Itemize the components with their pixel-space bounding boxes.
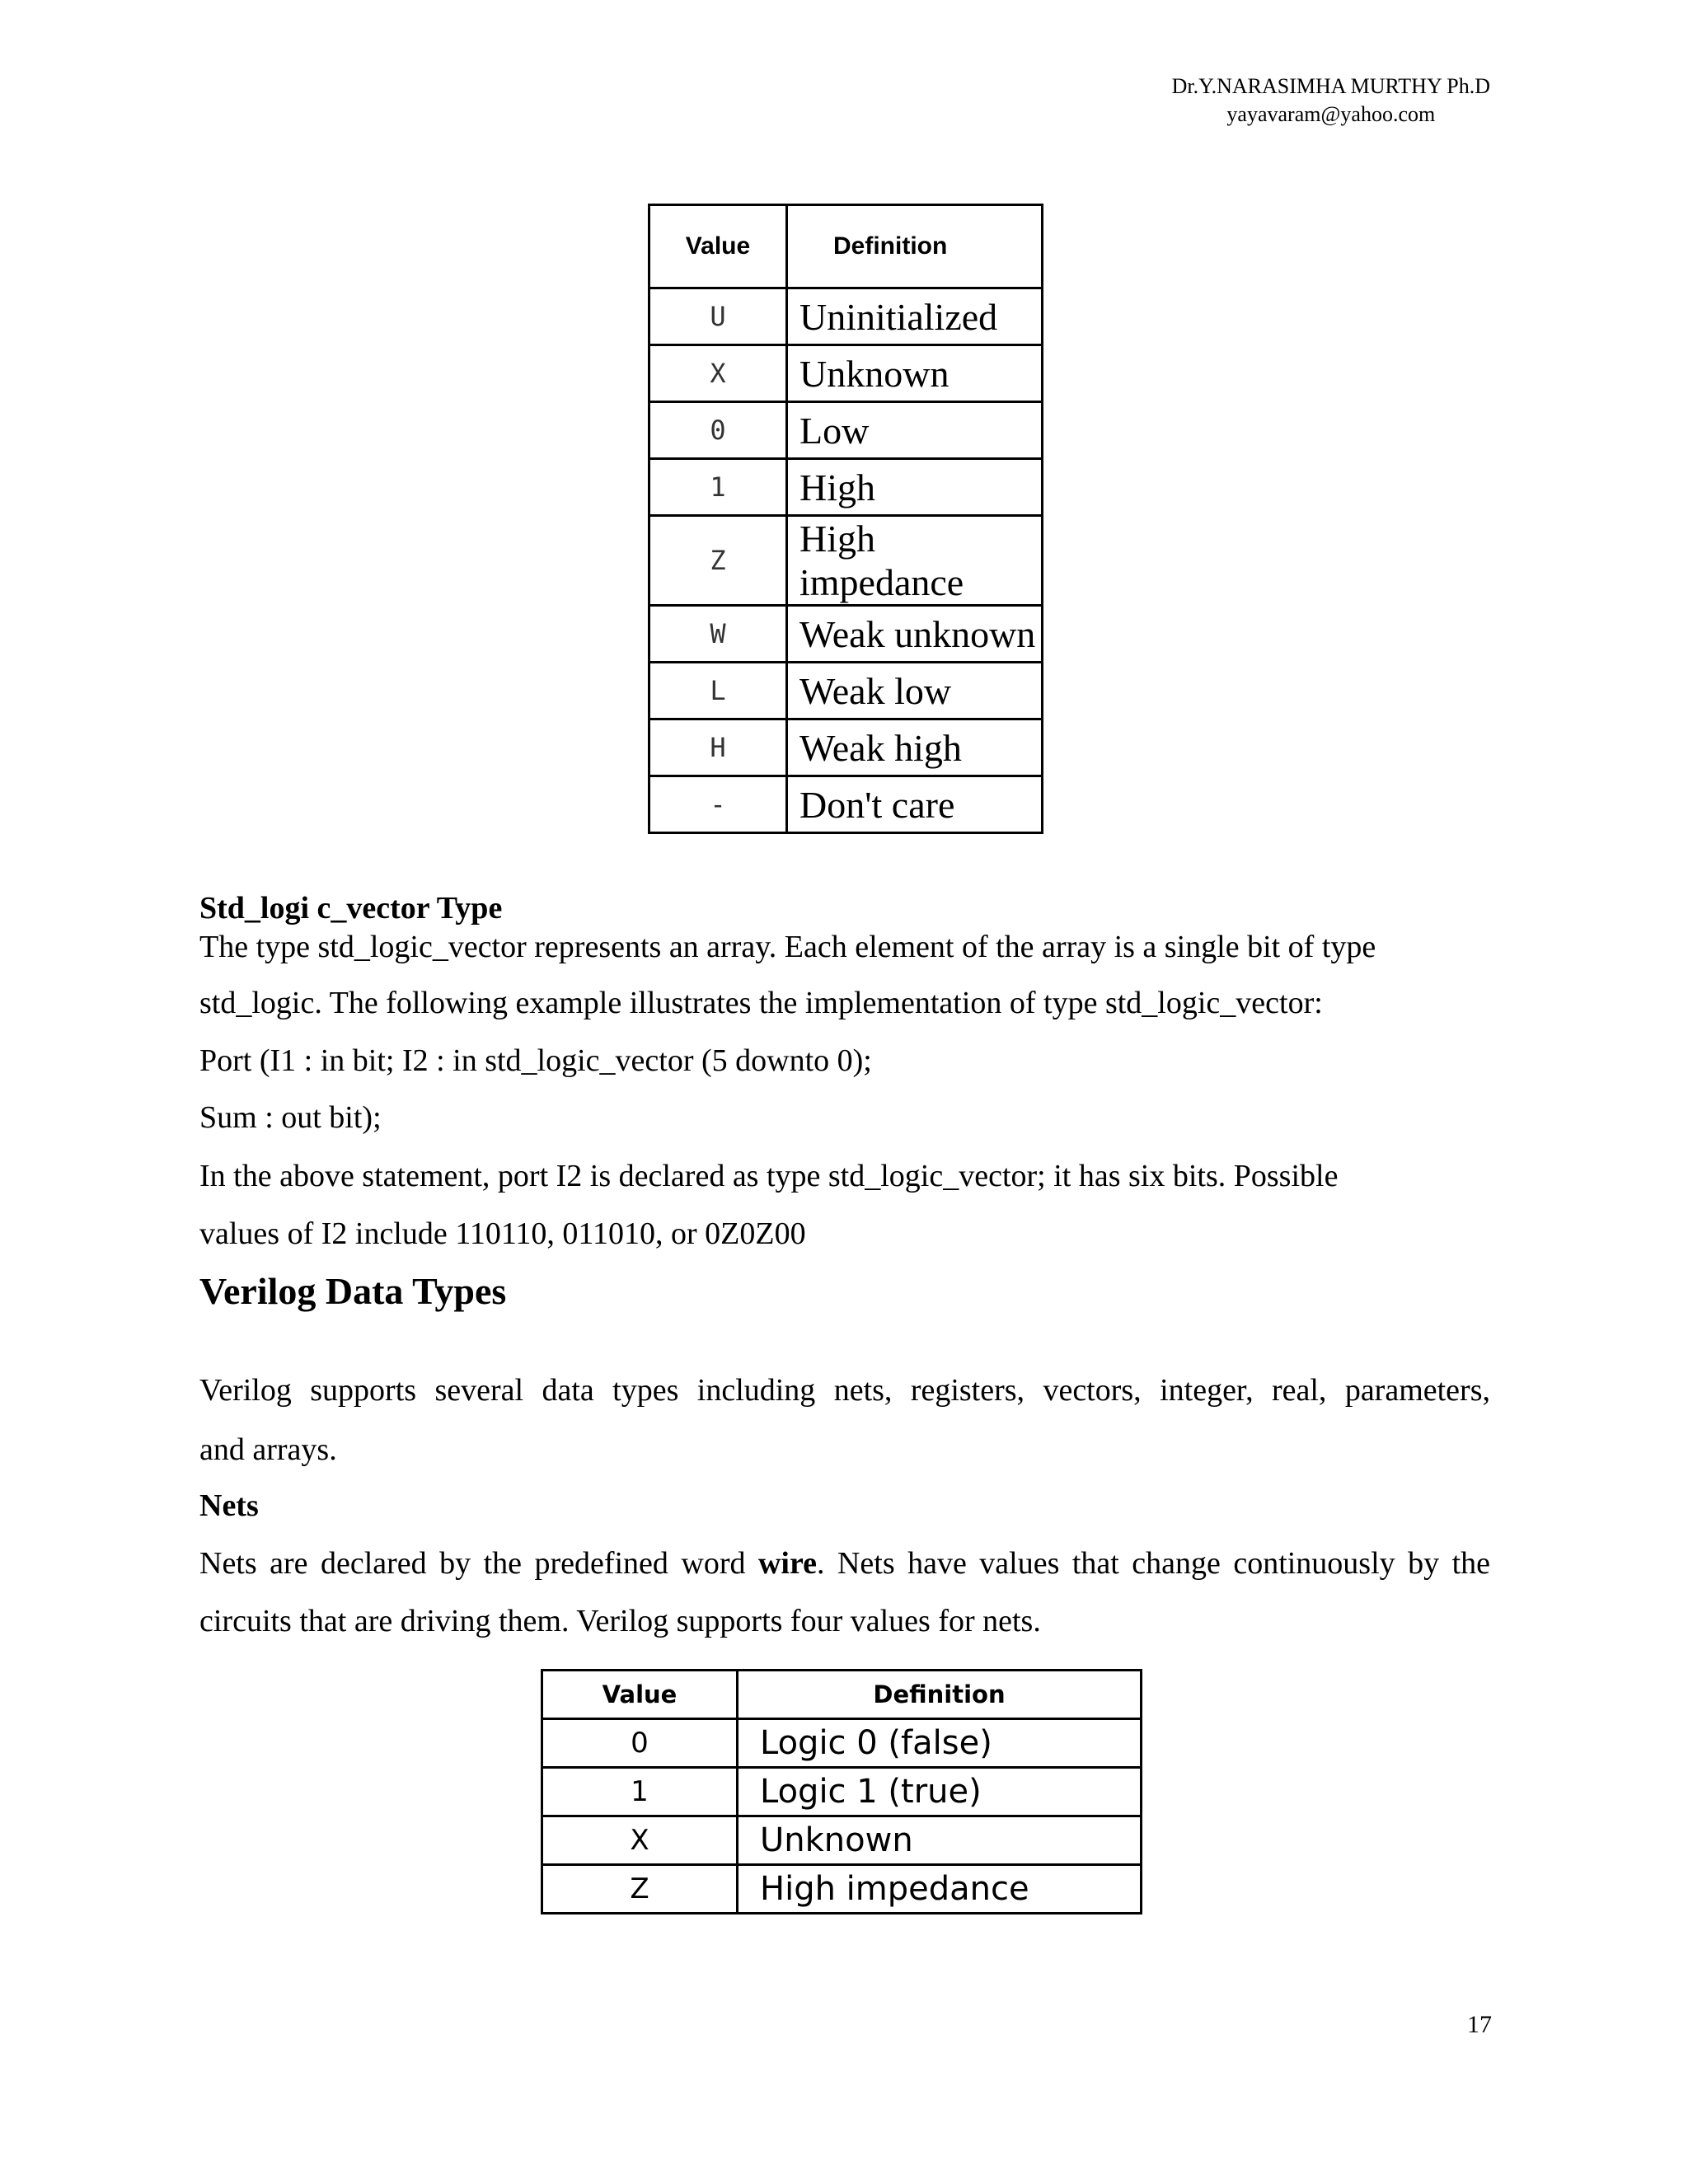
definition-cell: High impedance <box>787 516 1043 606</box>
definition-cell: Unknown <box>787 345 1043 402</box>
definition-cell: Uninitialized <box>787 288 1043 345</box>
paragraph-line: The type std_logic_vector represents an array. Each element of the array is a single bit of type <box>199 930 1376 964</box>
paragraph-line <box>199 1545 1490 1582</box>
value-cell: 1 <box>649 459 787 516</box>
definition-cell: Logic 0 (false) <box>738 1719 1142 1768</box>
table-row <box>542 1719 1142 1768</box>
table-header-row <box>542 1671 1142 1719</box>
section-heading-std-logic-vector: Std_logi c_vector Type <box>199 891 503 926</box>
value-cell: X <box>649 345 787 402</box>
definition-cell: Logic 1 (true) <box>738 1768 1142 1816</box>
value-cell: Z <box>542 1865 738 1914</box>
table-row <box>649 663 1043 719</box>
table-row <box>542 1768 1142 1816</box>
definition-cell: Don't care <box>787 776 1043 833</box>
section-heading-verilog-data-types: Verilog Data Types <box>199 1270 507 1312</box>
paragraph-line: circuits that are driving them. Verilog supports four values for nets. <box>199 1604 1041 1638</box>
value-cell: H <box>649 719 787 776</box>
paragraph-line: std_logic. The following example illustrates the implementation of type std_logic_vector: <box>199 986 1323 1020</box>
table-row <box>649 402 1043 459</box>
value-cell: 0 <box>542 1719 738 1768</box>
paragraph-line: values of I2 include 110110, 011010, or 0Z0Z00 <box>199 1216 806 1251</box>
table-row <box>542 1865 1142 1914</box>
definition-cell: Weak high <box>787 719 1043 776</box>
page-header <box>1172 73 1490 129</box>
author-email: yayavaram@yahoo.com <box>1226 102 1436 126</box>
definition-cell: High <box>787 459 1043 516</box>
value-cell: L <box>649 663 787 719</box>
definition-cell: Weak low <box>787 663 1043 719</box>
column-header-value: Value <box>542 1671 738 1719</box>
page-number: 17 <box>1467 2011 1492 2038</box>
table-row <box>649 459 1043 516</box>
definition-cell: Weak unknown <box>787 606 1043 663</box>
table-row <box>649 606 1043 663</box>
value-cell: W <box>649 606 787 663</box>
paragraph-line: In the above statement, port I2 is declared as type std_logic_vector; it has six bits. Possible <box>199 1159 1339 1193</box>
definition-cell: Unknown <box>738 1816 1142 1865</box>
table-row <box>649 719 1043 776</box>
subheading-nets: Nets <box>199 1488 259 1523</box>
table-row <box>542 1816 1142 1865</box>
value-cell: 1 <box>542 1768 738 1816</box>
paragraph-line: and arrays. <box>199 1432 337 1467</box>
code-line: Port (I1 : in bit; I2 : in std_logic_vector (5 downto 0); <box>199 1043 872 1078</box>
column-header-value: Value <box>649 205 787 288</box>
table-row <box>649 345 1043 402</box>
code-line: Sum : out bit); <box>199 1100 382 1135</box>
value-cell: Z <box>649 516 787 606</box>
table-row <box>649 516 1043 606</box>
value-cell: 0 <box>649 402 787 459</box>
keyword-wire: wire <box>757 1546 817 1581</box>
value-cell: X <box>542 1816 738 1865</box>
nets-text-part1: Nets are declared by the predefined word <box>199 1546 746 1581</box>
column-header-definition: Definition <box>787 205 1043 288</box>
definition-cell: Low <box>787 402 1043 459</box>
author-name: Dr.Y.NARASIMHA MURTHY Ph.D <box>1171 74 1490 98</box>
verilog-net-values-table <box>541 1669 1142 1915</box>
column-header-definition: Definition <box>738 1671 1142 1719</box>
table-header-row <box>649 205 1043 288</box>
value-cell: U <box>649 288 787 345</box>
paragraph-line: Verilog supports several data types including nets, registers, vectors, integer, real, parameters, <box>199 1373 1490 1408</box>
std-logic-values-table <box>648 204 1043 834</box>
value-cell: - <box>649 776 787 833</box>
table-row <box>649 776 1043 833</box>
definition-cell: High impedance <box>738 1865 1142 1914</box>
nets-text-part2: . Nets have values that change continuously by the <box>817 1546 1491 1581</box>
table-row <box>649 288 1043 345</box>
